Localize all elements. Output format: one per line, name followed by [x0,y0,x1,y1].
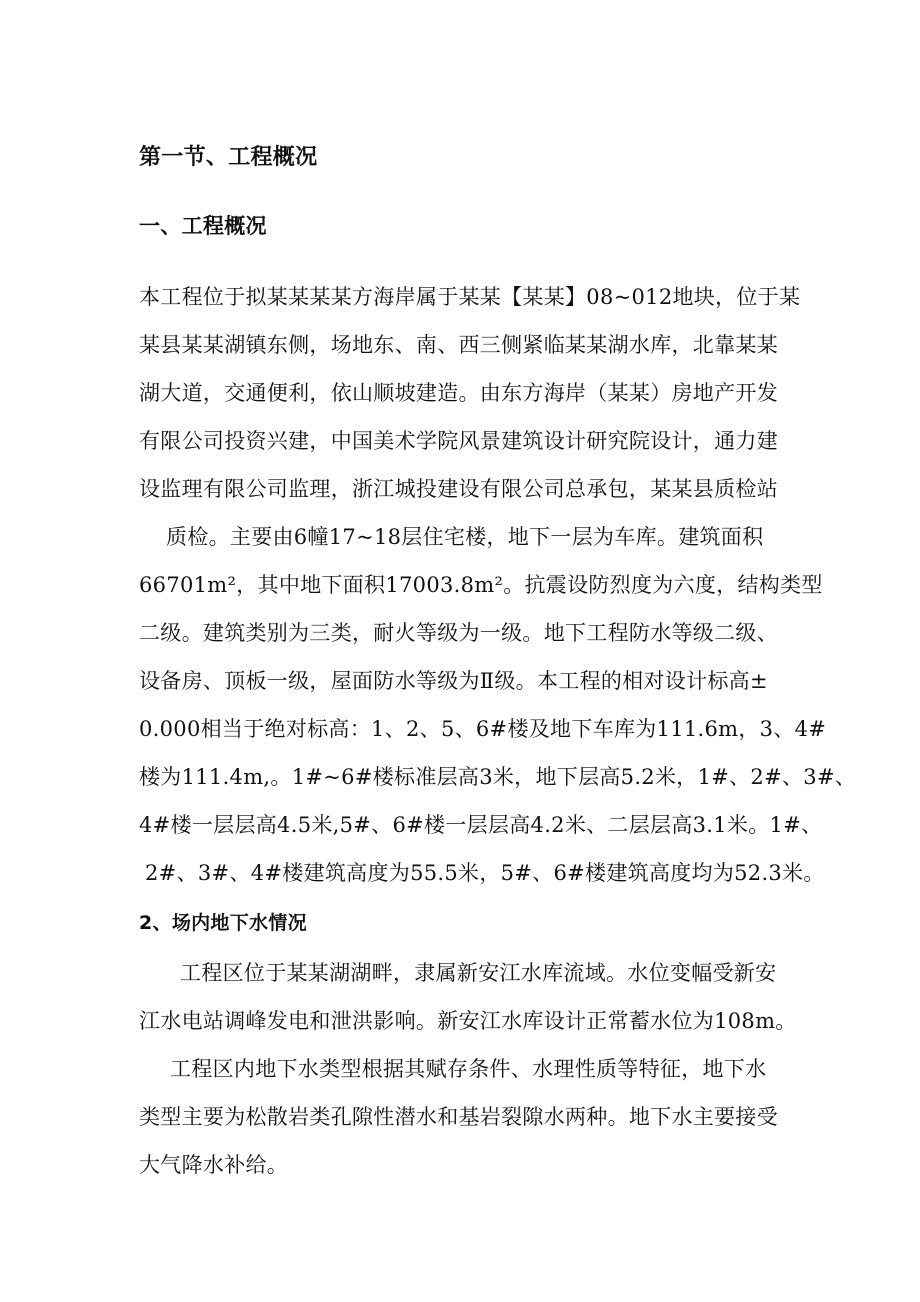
overview-line: 本工程位于拟某某某某方海岸属于某某【某某】08~012地块，位于某 [139,285,801,309]
overview-line: 楼为111.4m,。1#~6#楼标准层高3米，地下层高5.2米，1#、2#、3#、 [139,765,857,789]
overview-line: 某县某某湖镇东侧，场地东、南、西三侧紧临某某湖水库，北靠某某 [139,333,778,357]
section-title: 第一节、工程概况 [139,145,318,170]
groundwater-title: 2、场内地下水情况 [139,912,307,934]
overview-line: 0.000相当于绝对标高：1、2、5、6#楼及地下车库为111.6m，3、4# [139,717,827,741]
overview-line: 湖大道，交通便利，依山顺坡建造。由东方海岸（某某）房地产开发 [139,381,778,405]
groundwater-line: 类型主要为松散岩类孔隙性潜水和基岩裂隙水两种。地下水主要接受 [139,1105,778,1129]
overview-line: 设备房、顶板一级，屋面防水等级为Ⅱ级。本工程的相对设计标高± [139,669,768,693]
overview-line: 4#楼一层层高4.5米,5#、6#楼一层层高4.2米、二层层高3.1米。1#、 [139,813,823,837]
overview-line: 设监理有限公司监理，浙江城投建设有限公司总承包，某某县质检站 [139,477,778,501]
overview-line: 二级。建筑类别为三类，耐火等级为一级。地下工程防水等级二级、 [139,621,778,645]
subsection-title: 一、工程概况 [139,214,267,238]
overview-line: 有限公司投资兴建，中国美术学院风景建筑设计研究院设计，通力建 [139,429,778,453]
groundwater-line: 工程区位于某某湖湖畔，隶属新安江水库流域。水位变幅受新安 [180,961,777,985]
overview-line: 2#、3#、4#楼建筑高度为55.5米，5#、6#楼建筑高度均为52.3米。 [145,861,825,885]
groundwater-line: 大气降水补给。 [139,1153,289,1177]
groundwater-line: 工程区内地下水类型根据其赋存条件、水理性质等特征，地下水 [170,1057,767,1081]
groundwater-line: 江水电站调峰发电和泄洪影响。新安江水库设计正常蓄水位为108m。 [139,1009,797,1033]
overview-line: 66701m²，其中地下面积17003.8m²。抗震设防烈度为六度，结构类型 [139,573,823,597]
overview-line: 质检。主要由6幢17~18层住宅楼，地下一层为车库。建筑面积 [166,525,764,549]
